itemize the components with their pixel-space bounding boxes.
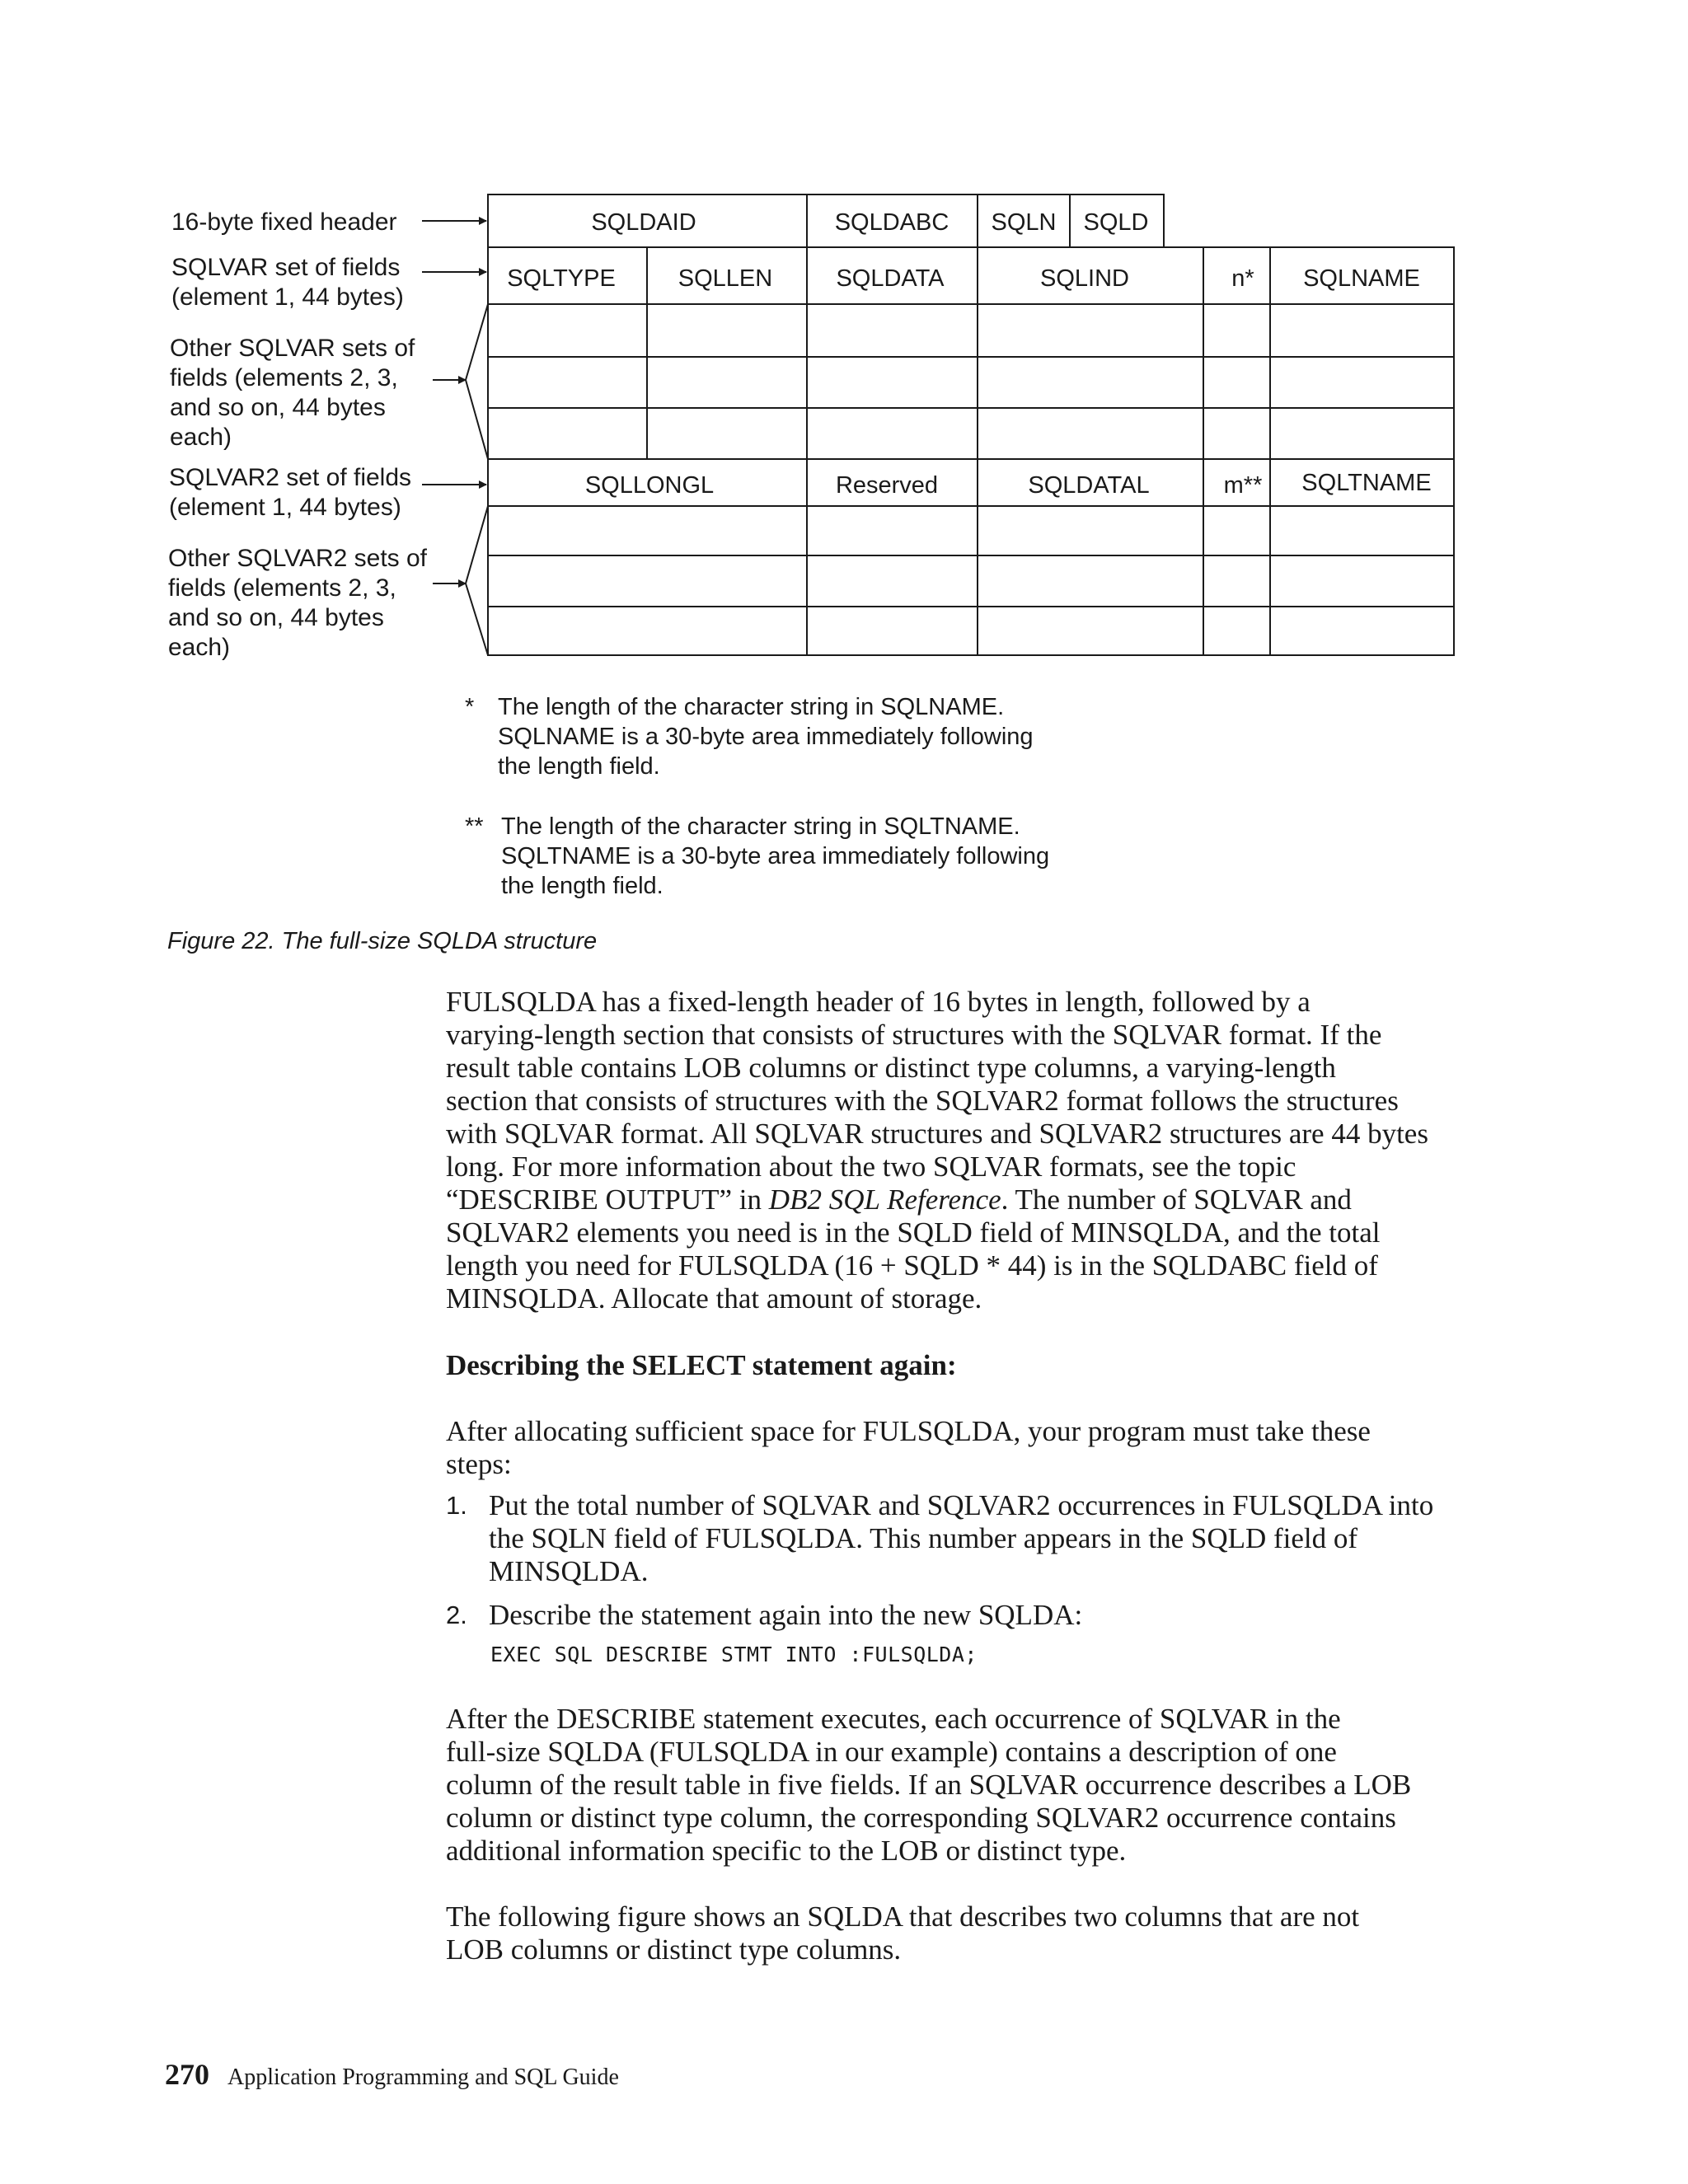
page-footer (165, 2057, 619, 2092)
header-row (488, 194, 1164, 247)
footnote-sqltname: ** The length of the character string in SQLTNAME. SQLTNAME is a 30-byte area immediately following the length field. (465, 813, 1050, 899)
label-header: 16-byte fixed header (171, 209, 397, 236)
list-number: 1. (446, 1491, 467, 1520)
paragraph-steps-intro: After allocating sufficient space for FULSQLDA, your program must take these steps: (446, 1415, 1371, 1480)
figure-caption: Figure 22. The full-size SQLDA structure (167, 928, 598, 954)
field-sqlname: SQLNAME (1303, 265, 1420, 292)
page-number: 270 (165, 2058, 209, 2091)
reference-title: DB2 SQL Reference (768, 1183, 1001, 1216)
code-sample: EXEC SQL DESCRIBE STMT INTO :FULSQLDA; (490, 1643, 978, 1666)
paragraph-describe-result: After the DESCRIBE statement executes, each occurrence of SQLVAR in the full-size SQLDA (FULSQLDA in our example) contains a description of one column of the result table in five fields. If an SQLVAR occurrence describes a LOB column or distinct type column, the corresponding SQLVAR2 occurrence contains additional information specific to the LOB or distinct type. (446, 1703, 1412, 1867)
paragraph-next-figure: The following figure shows an SQLDA that describes two columns that are not LOB columns or distinct type columns. (446, 1900, 1360, 1966)
brace-other-sqlvar2 (466, 506, 488, 655)
book-title: Application Programming and SQL Guide (227, 2064, 619, 2090)
label-other-sqlvar: Other SQLVAR sets of fields (elements 2, 3, and so on, 44 bytes each) (170, 335, 415, 451)
field-sqldabc: SQLDABC (834, 209, 950, 236)
field-sqldaid: SQLDAID (591, 209, 696, 236)
field-sqlind: SQLIND (1040, 265, 1129, 292)
paragraph-fulsqlda: FULSQLDA has a fixed-length header of 16 bytes in length, followed by a varying-length section that consists of structures with the SQLVAR format. If the result table contains LOB columns or distinct type columns, a varying-length section that consists of structures with the SQLVAR2 format follows the structures with SQLVAR format. All SQLVAR structures and SQLVAR2 structures are 44 bytes long. For more information about the two SQLVAR formats, see the topic “DESCRIBE OUTPUT” in DB2 SQL Reference. The number of SQLVAR and SQLVAR2 elements you need is in the SQLD field of MINSQLDA, and the total length you need for FULSQLDA (16 + SQLD * 44) is in the SQLDABC field of MINSQLDA. Allocate that amount of storage. (446, 986, 1428, 1315)
field-sqldata: SQLDATA (836, 265, 945, 292)
list-number: 2. (446, 1601, 467, 1629)
field-sqltname: SQLTNAME (1301, 470, 1432, 496)
field-reserved: Reserved (835, 472, 939, 499)
field-n: n* (1231, 265, 1254, 292)
footnote-mark: ** (465, 813, 484, 840)
field-sqldatal: SQLDATAL (1028, 472, 1150, 499)
field-sqln: SQLN (991, 209, 1057, 236)
label-other-sqlvar2: Other SQLVAR2 sets of fields (elements 2, 3, and so on, 44 bytes each) (168, 545, 428, 661)
brace-other-sqlvar (466, 304, 488, 459)
field-sqld: SQLD (1083, 209, 1149, 236)
field-sqllongl: SQLLONGL (584, 472, 715, 499)
field-m: m** (1223, 472, 1263, 499)
footnote-mark: * (465, 694, 475, 720)
footnote-sqlname: * The length of the character string in SQLNAME. SQLNAME is a 30-byte area immediately following the length field. (465, 694, 1034, 780)
section-heading: Describing the SELECT statement again: (446, 1349, 957, 1381)
label-sqlvar2: SQLVAR2 set of fields (element 1, 44 bytes) (169, 464, 412, 521)
field-sqllen: SQLLEN (678, 265, 773, 292)
label-sqlvar: SQLVAR set of fields (element 1, 44 bytes) (171, 254, 404, 311)
field-sqltype: SQLTYPE (507, 265, 616, 292)
